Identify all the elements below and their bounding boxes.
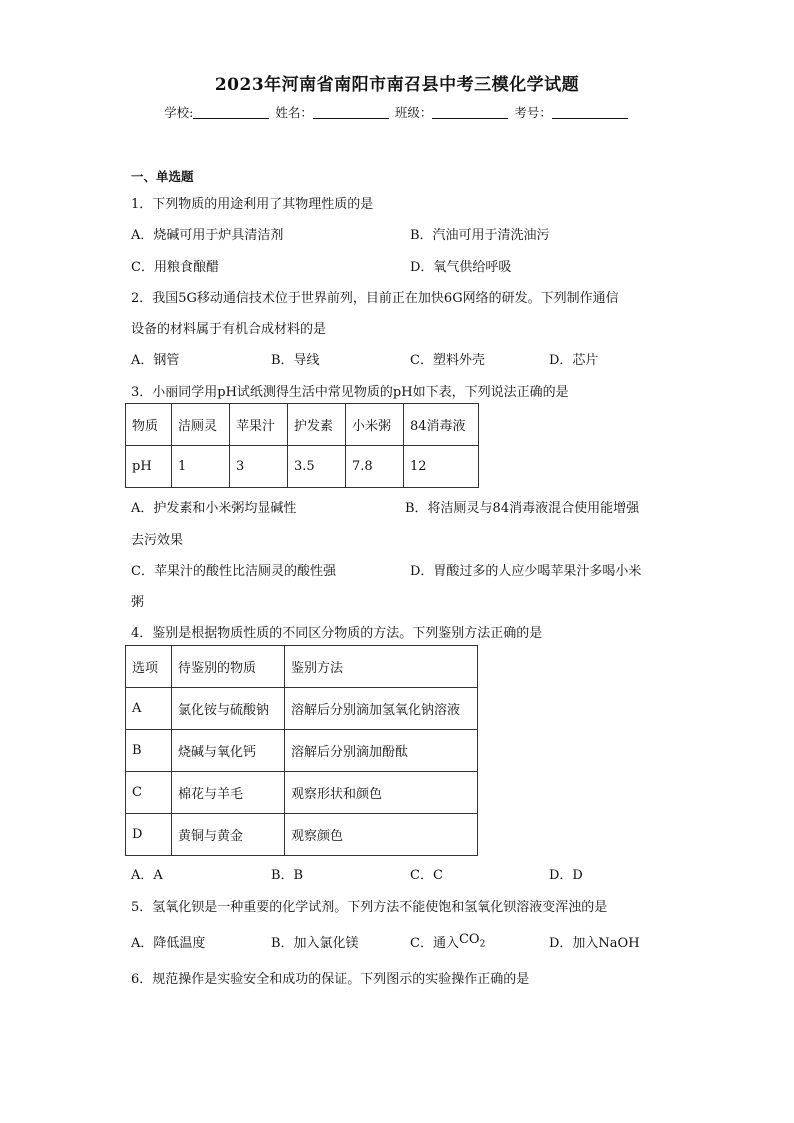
q2-option-c[interactable]: C．塑料外壳: [410, 353, 485, 368]
table-cell: 护发素: [288, 404, 346, 446]
q3-stem: 3．小丽同学用pH试纸测得生活中常见物质的pH如下表，下列说法正确的是: [131, 385, 569, 400]
table-row: [126, 404, 479, 446]
section-heading: 一、单选题: [131, 169, 194, 184]
table-cell: 7.8: [346, 446, 404, 488]
table-cell: 物质: [126, 404, 172, 446]
table-row: [126, 688, 478, 730]
table-cell: A: [126, 688, 172, 730]
q3-option-b[interactable]: B．将洁厕灵与84消毒液混合使用能增强: [405, 501, 640, 516]
q1-option-a[interactable]: A．烧碱可用于炉具清洁剂: [131, 228, 284, 243]
table-cell: 烧碱与氧化钙: [172, 730, 285, 772]
q3-option-a[interactable]: A．护发素和小米粥均显碱性: [131, 501, 297, 516]
table-cell: 观察形状和颜色: [285, 772, 478, 814]
table-cell: pH: [126, 446, 172, 488]
table-cell: 3: [230, 446, 288, 488]
q2-stem-line2: 设备的材料属于有机合成材料的是: [131, 322, 327, 337]
q5-option-a[interactable]: A．降低温度: [131, 936, 206, 951]
table-cell: C: [126, 772, 172, 814]
q2-option-a[interactable]: A．钢管: [131, 353, 180, 368]
school-blank[interactable]: [193, 106, 269, 119]
name-label: 姓名：: [275, 105, 313, 120]
q1-option-c[interactable]: C．用粮食酿醋: [131, 260, 219, 275]
table-cell: 黄铜与黄金: [172, 814, 285, 856]
table-row: [126, 730, 478, 772]
table-cell: 溶解后分别滴加氢氧化钠溶液: [285, 688, 478, 730]
q5-stem: 5．氢氧化钡是一种重要的化学试剂。下列方法不能使饱和氢氧化钡溶液变浑浊的是: [131, 900, 608, 915]
q2-option-b[interactable]: B．导线: [271, 353, 320, 368]
number-blank[interactable]: [552, 106, 628, 119]
q1-option-d[interactable]: D．氧气供给呼吸: [410, 260, 512, 275]
table-row: [126, 446, 479, 488]
q3-option-b-cont: 去污效果: [131, 533, 184, 548]
q4-option-b[interactable]: B．B: [271, 868, 304, 883]
table-cell: 观察颜色: [285, 814, 478, 856]
q2-stem-line1: 2．我国5G移动通信技术位于世界前列，目前正在加快6G网络的研发。下列制作通信: [131, 291, 619, 306]
q4-stem: 4．鉴别是根据物质性质的不同区分物质的方法。下列鉴别方法正确的是: [131, 626, 543, 641]
q1-option-b[interactable]: B．汽油可用于清洗油污: [410, 228, 550, 243]
q3-option-c[interactable]: C．苹果汁的酸性比洁厕灵的酸性强: [131, 564, 336, 579]
class-label: 班级：: [394, 105, 433, 120]
q4-identification-table: [125, 645, 478, 856]
q5-option-b[interactable]: B．加入氯化镁: [271, 936, 359, 951]
table-cell: 小米粥: [346, 404, 404, 446]
q4-option-c[interactable]: C．C: [410, 868, 443, 883]
q3-option-d-cont: 粥: [131, 595, 145, 610]
table-row: [126, 646, 478, 688]
q5-option-d[interactable]: D．加入NaOH: [549, 936, 640, 951]
class-blank[interactable]: [432, 106, 508, 119]
number-label: 考号：: [514, 105, 552, 120]
table-cell: 棉花与羊毛: [172, 772, 285, 814]
q5-option-c[interactable]: [410, 932, 485, 954]
table-cell: 12: [404, 446, 479, 488]
q4-option-a[interactable]: A．A: [131, 868, 163, 883]
table-cell: 选项: [126, 646, 172, 688]
table-cell: 待鉴别的物质: [172, 646, 285, 688]
q5-option-c-prefix: C．通入: [410, 936, 459, 951]
table-cell: 3.5: [288, 446, 346, 488]
table-cell: 1: [172, 446, 230, 488]
table-cell: 洁厕灵: [172, 404, 230, 446]
table-cell: D: [126, 814, 172, 856]
q1-stem: 1．下列物质的用途利用了其物理性质的是: [131, 197, 374, 212]
table-row: [126, 814, 478, 856]
name-blank[interactable]: [313, 106, 389, 119]
table-cell: B: [126, 730, 172, 772]
page-title: 2023年河南省南阳市南召县中考三模化学试题: [214, 75, 580, 95]
table-cell: 氯化铵与硫酸钠: [172, 688, 285, 730]
q3-ph-table: [125, 403, 479, 488]
student-info-line: [0, 103, 794, 121]
table-cell: 鉴别方法: [285, 646, 478, 688]
table-cell: 溶解后分别滴加酚酞: [285, 730, 478, 772]
co2-formula: $CO_2$: [458, 932, 486, 950]
table-cell: 84消毒液: [404, 404, 479, 446]
q6-stem: 6．规范操作是实验安全和成功的保证。下列图示的实验操作正确的是: [131, 972, 530, 987]
school-label: 学校:: [164, 105, 194, 120]
q4-option-d[interactable]: D．D: [549, 868, 583, 883]
table-cell: 苹果汁: [230, 404, 288, 446]
q3-option-d[interactable]: D．胃酸过多的人应少喝苹果汁多喝小米: [410, 564, 642, 579]
q2-option-d[interactable]: D．芯片: [549, 353, 599, 368]
table-row: [126, 772, 478, 814]
